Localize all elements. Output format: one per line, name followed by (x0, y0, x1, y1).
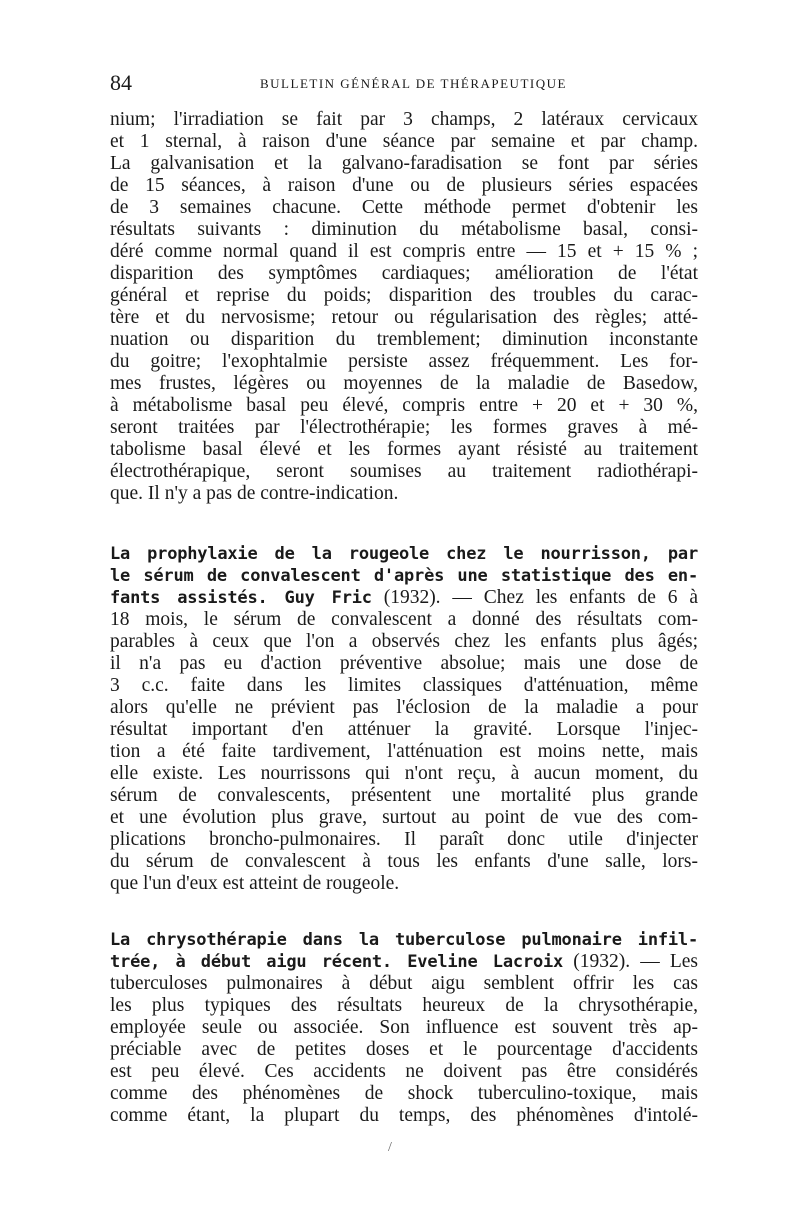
text-line: disparition des symptômes cardiaques; amélioration de l'état (110, 263, 698, 284)
article-title-author: fants assistés. Guy Fric (110, 588, 372, 608)
text-line: résultat important d'en atténuer la gravité. Lorsque l'injec- (110, 719, 698, 740)
article-rougeole-prophylaxie (110, 543, 698, 895)
page-number: 84 (110, 70, 132, 95)
article-title-line: La chrysothérapie dans la tuberculose pulmonaire infil- (110, 930, 698, 950)
text-line: il n'a pas eu d'action préventive absolue; mais une dose de (110, 653, 698, 674)
text-line: elle existe. Les nourrissons qui n'ont reçu, à aucun moment, du (110, 763, 698, 784)
text-line: tuberculoses pulmonaires à début aigu semblent offrir les cas (110, 973, 698, 994)
article-title-line: le sérum de convalescent d'après une statistique des en- (110, 566, 698, 586)
text-line: est peu élevé. Ces accidents ne doivent pas être considérés (110, 1061, 698, 1082)
text-line: sérum de convalescents, présentent une mortalité plus grande (110, 785, 698, 806)
text-line: 18 mois, le sérum de convalescent a donné des résultats com- (110, 609, 698, 630)
text-line: de 3 semaines chacune. Cette méthode permet d'obtenir les (110, 197, 698, 218)
article-citation-start: (1932). — Les (563, 951, 698, 972)
text-line: mes frustes, légères ou moyennes de la maladie de Basedow, (110, 373, 698, 394)
text-line: tion a été faite tardivement, l'atténuation est moins nette, mais (110, 741, 698, 762)
text-line: nium; l'irradiation se fait par 3 champs, 2 latéraux cervicaux (110, 109, 698, 130)
text-line: seront traitées par l'électrothérapie; les formes graves à mé- (110, 417, 698, 438)
text-line: employée seule ou associée. Son influence est souvent très ap- (110, 1017, 698, 1038)
text-line: comme étant, la plupart du temps, des phénomènes d'intolé- (110, 1105, 698, 1126)
text-line: résultats suivants : diminution du métabolisme basal, consi- (110, 219, 698, 240)
running-header (110, 68, 698, 98)
text-line: parables à ceux que l'on a observés chez les enfants plus âgés; (110, 631, 698, 652)
article-title-line: La prophylaxie de la rougeole chez le nourrisson, par (110, 544, 698, 564)
text-line: les plus typiques des résultats heureux de la chrysothérapie, (110, 995, 698, 1016)
article-title-line (110, 951, 698, 973)
text-line: du sérum de convalescent à tous les enfants d'une salle, lors- (110, 851, 698, 872)
text-line: tabolisme basal élevé et les formes ayant résisté au traitement (110, 439, 698, 460)
text-line: La galvanisation et la galvano-faradisation se font par séries (110, 153, 698, 174)
article-citation-start: (1932). — Chez les enfants de 6 à (371, 587, 698, 608)
text-line: électrothérapique, seront soumises au traitement radiothérapi- (110, 461, 698, 482)
print-speck: / (388, 1140, 392, 1155)
journal-title: BULLETIN GÉNÉRAL DE THÉRAPEUTIQUE (260, 76, 567, 91)
text-line: et 1 sternal, à raison d'une séance par semaine et par champ. (110, 131, 698, 152)
article-title-author: trée, à début aigu récent. Eveline Lacroix (110, 952, 564, 972)
text-line: 3 c.c. faite dans les limites classiques d'atténuation, même (110, 675, 698, 696)
text-line: que. Il n'y a pas de contre-indication. (110, 483, 399, 504)
text-line: préciable avec de petites doses et le pourcentage d'accidents (110, 1039, 698, 1060)
text-line: déré comme normal quand il est compris entre — 15 et + 15 % ; (110, 241, 698, 262)
text-line: de 15 séances, à raison d'une ou de plusieurs séries espacées (110, 175, 698, 196)
text-line: du goitre; l'exophtalmie persiste assez fréquemment. Les for- (110, 351, 698, 372)
text-line: tère et du nervosisme; retour ou régularisation des règles; atté- (110, 307, 698, 328)
article-chrysotherapie (110, 929, 698, 1127)
text-line: à métabolisme basal peu élevé, compris entre + 20 et + 30 %, (110, 395, 698, 416)
text-line: alors qu'elle ne prévient pas l'éclosion de la maladie a pour (110, 697, 698, 718)
text-line: général et reprise du poids; disparition des troubles du carac- (110, 285, 698, 306)
article-title-line (110, 587, 698, 609)
text-line: plications broncho-pulmonaires. Il paraît donc utile d'injecter (110, 829, 698, 850)
text-line: et une évolution plus grave, surtout au point de vue des com- (110, 807, 698, 828)
text-line: comme des phénomènes de shock tuberculino-toxique, mais (110, 1083, 698, 1104)
text-line: nuation ou disparition du tremblement; diminution inconstante (110, 329, 698, 350)
text-line: que l'un d'eux est atteint de rougeole. (110, 873, 400, 894)
paragraph-basedow-treatment (110, 109, 698, 505)
